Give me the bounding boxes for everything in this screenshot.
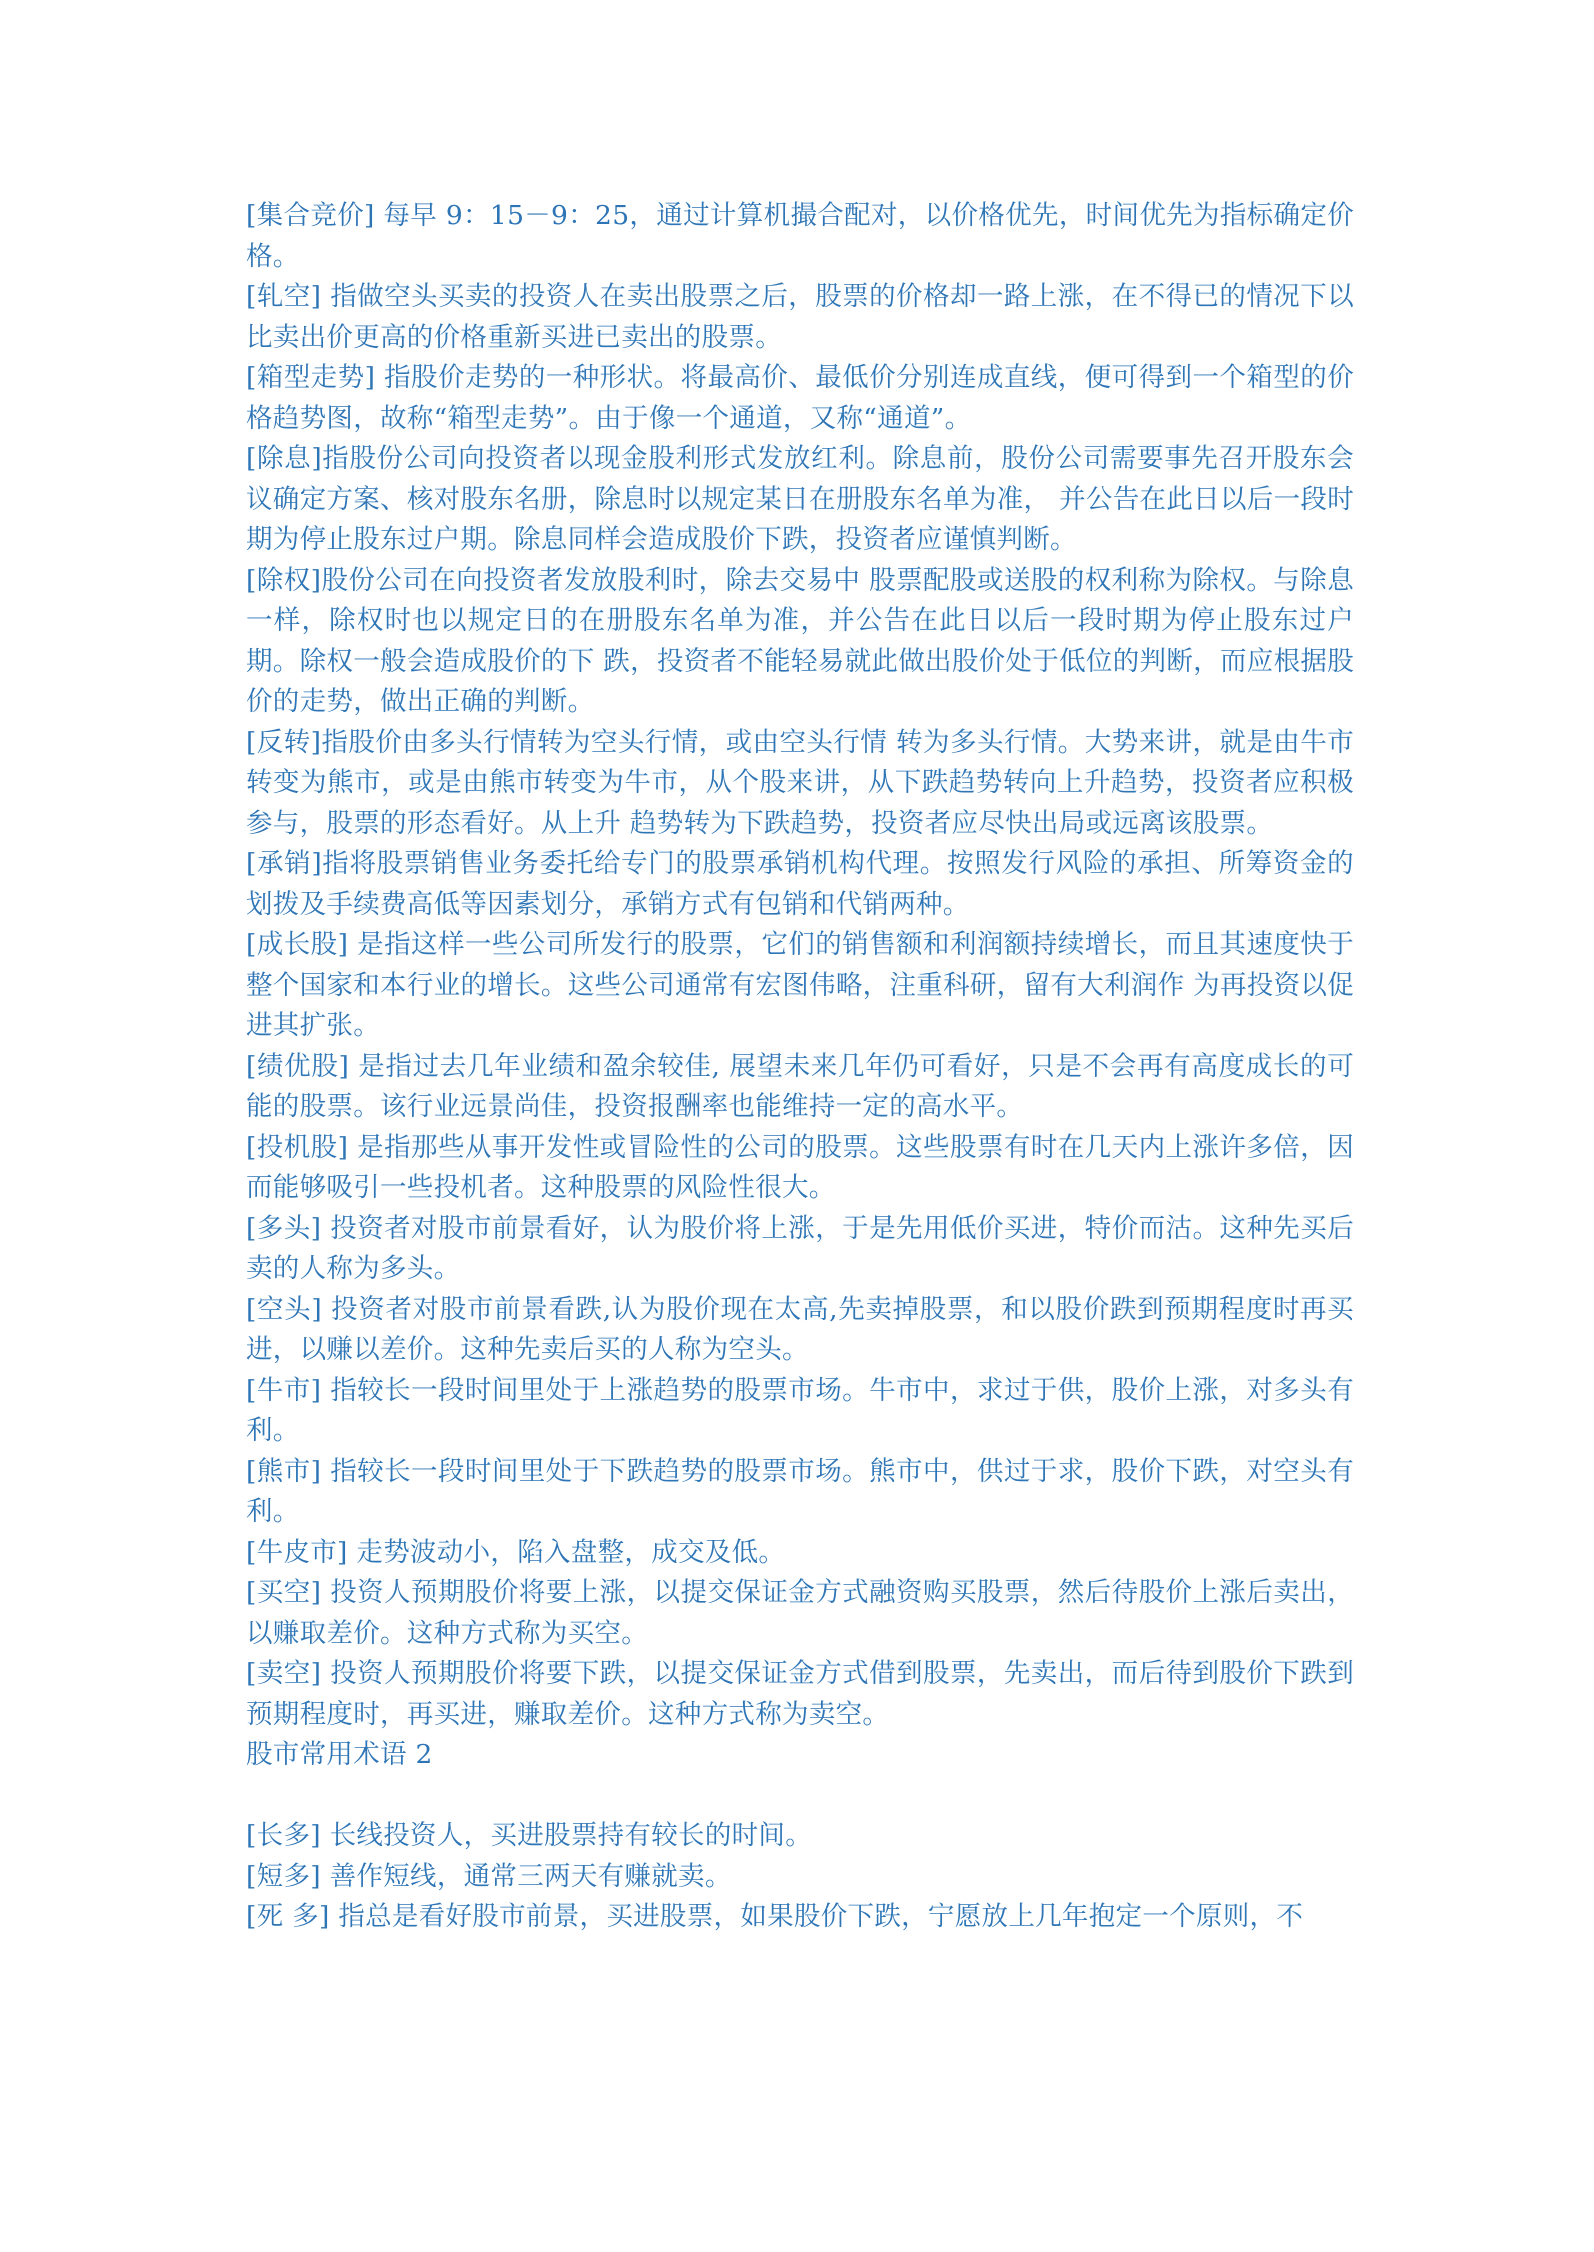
glossary-entry-reversal [246, 723, 1354, 845]
entry-term: [集合竞价] [246, 200, 375, 231]
entry-definition: 投资人预期股价将要上涨，以提交保证金方式融资购买股票，然后待股价上涨后卖出，以赚取差价。这种方式称为买空。 [246, 1577, 1354, 1649]
section-heading: 股市常用术语 2 [246, 1739, 433, 1770]
entry-term: [熊市] [246, 1455, 322, 1487]
glossary-entry-bull [246, 1209, 1354, 1290]
entry-term: [空头] [246, 1293, 322, 1325]
entry-definition: 指较长一段时间里处于下跌趋势的股票市场。熊市中，供过于求，股价下跌，对空头有利。 [246, 1455, 1354, 1527]
document-page [246, 196, 1354, 1938]
entry-term: [轧空] [246, 281, 322, 312]
entry-term: [成长股] [246, 929, 349, 960]
entry-definition: 投资者对股市前景看跌,认为股价现在太高,先卖掉股票，和以股价跌到预期程度时再买进，以赚以差价。这种先卖后买的人称为空头。 [246, 1293, 1354, 1365]
entry-definition: 股份公司在向投资者发放股利时，除去交易中 股票配股或送股的权利称为除权。与除息一样，除权时也以规定日的在册股东名单为准，并公告在此日以后一段时期为停止股东过户期。除权一般会造成股价的下 跌，投资者不能轻易就此做出股价处于低位的判断，而应根据股价的走势，做出正确的判断。 [246, 564, 1354, 717]
entry-definition: 长线投资人，买进股票持有较长的时间。 [320, 1820, 813, 1851]
entry-term: [承销] [246, 848, 322, 879]
glossary-entry-buy-on-margin [246, 1573, 1354, 1654]
glossary-entry-bull-market [246, 1371, 1354, 1452]
glossary-entry-sideways-market [246, 1533, 1354, 1574]
entry-definition: 是指这样一些公司所发行的股票，它们的销售额和利润额持续增长，而且其速度快于整个国家和本行业的增长。这些公司通常有宏图伟略，注重科研，留有大利润作 为再投资以促进其扩张。 [246, 929, 1354, 1041]
glossary-entry-short-squeeze [246, 277, 1354, 358]
blank-line [246, 1776, 1354, 1817]
entry-definition: 指将股票销售业务委托给专门的股票承销机构代理。按照发行风险的承担、所筹资金的 划拨及手续费高低等因素划分，承销方式有包销和代销两种。 [246, 848, 1354, 920]
glossary-entry-speculative-stock [246, 1128, 1354, 1209]
entry-term: [多头] [246, 1212, 322, 1244]
entry-term: [死 多] [246, 1901, 330, 1932]
entry-term: [箱型走势] [246, 362, 376, 393]
glossary-entry-bear [246, 1290, 1354, 1371]
entry-definition: 指较长一段时间里处于上涨趋势的股票市场。牛市中，求过于供，股价上涨，对多头有利。 [246, 1374, 1354, 1446]
entry-definition: 指股份公司向投资者以现金股利形式发放红利。除息前，股份公司需要事先召开股东会议确定方案、核对股东名册，除息时以规定某日在册股东名单为准， 并公告在此日以后一段时期为停止股东过户期。除息同样会造成股价下跌，投资者应谨慎判断。 [246, 443, 1354, 555]
entry-term: [卖空] [246, 1658, 322, 1689]
entry-term: [牛皮市] [246, 1536, 348, 1568]
entry-term: [除权] [246, 564, 322, 596]
entry-term: [买空] [246, 1577, 322, 1608]
glossary-entry-long-term-bull [246, 1816, 1354, 1857]
entry-definition: 指做空头买卖的投资人在卖出股票之后，股票的价格却一路上涨，在不得已的情况下以比卖出价更高的价格重新买进已卖出的股票。 [246, 281, 1354, 353]
entry-definition: 走势波动小，陷入盘整，成交及低。 [347, 1536, 786, 1568]
entry-term: [绩优股] [246, 1050, 350, 1082]
glossary-entry-bear-market [246, 1452, 1354, 1533]
entry-definition: 投资者对股市前景看好，认为股价将上涨，于是先用低价买进，特价而沽。这种先买后卖的人称为多头。 [246, 1212, 1354, 1284]
entry-definition: 投资人预期股价将要下跌，以提交保证金方式借到股票，先卖出，而后待到股价下跌到预期程度时，再买进，赚取差价。这种方式称为卖空。 [246, 1658, 1354, 1730]
entry-term: [除息] [246, 443, 322, 474]
entry-definition: 指总是看好股市前景，买进股票，如果股价下跌，宁愿放上几年抱定一个原则，不 [329, 1901, 1304, 1932]
glossary-entry-growth-stock [246, 925, 1354, 1047]
entry-term: [长多] [246, 1820, 321, 1851]
glossary-entry-underwriting [246, 844, 1354, 925]
entry-definition: 是指那些从事开发性或冒险性的公司的股票。这些股票有时在几天内上涨许多倍，因而能够吸引一些投机者。这种股票的风险性很大。 [246, 1131, 1354, 1203]
entry-definition: 指股价走势的一种形状。将最高价、最低价分别连成直线，便可得到一个箱型的价格趋势图，故称“箱型走势”。由于像一个通道，又称“通道”。 [246, 362, 1354, 434]
entry-term: [反转] [246, 726, 322, 758]
glossary-entry-box-pattern [246, 358, 1354, 439]
entry-definition: 是指过去几年业绩和盈余较佳, 展望未来几年仍可看好，只是不会再有高度成长的可能的股票。该行业远景尚佳，投资报酬率也能维持一定的高水平。 [246, 1050, 1354, 1122]
entry-definition: 指股价由多头行情转为空头行情，或由空头行情 转为多头行情。大势来讲，就是由牛市转变为熊市，或是由熊市转变为牛市，从个股来讲，从下跌趋势转向上升趋势，投资者应积极参与，股票的形态看好。从上升 趋势转为下跌趋势，投资者应尽快出局或远离该股票。 [246, 726, 1354, 839]
glossary-entry-short-selling [246, 1654, 1354, 1735]
entry-term: [牛市] [246, 1374, 322, 1406]
glossary-entry-call-auction [246, 196, 1354, 277]
entry-term: [短多] [246, 1860, 321, 1892]
glossary-entry-diehard-bull [246, 1897, 1354, 1938]
glossary-entry-short-term-bull [246, 1857, 1354, 1898]
glossary-entry-ex-rights [246, 561, 1354, 723]
glossary-entry-blue-chip [246, 1047, 1354, 1128]
glossary-entry-ex-dividend [246, 439, 1354, 561]
entry-definition: 善作短线，通常三两天有赚就卖。 [320, 1860, 732, 1892]
entry-definition: 每早 9：15－9：25，通过计算机撮合配对，以价格优先，时间优先为指标确定价格。 [246, 200, 1354, 272]
entry-term: [投机股] [246, 1131, 349, 1163]
